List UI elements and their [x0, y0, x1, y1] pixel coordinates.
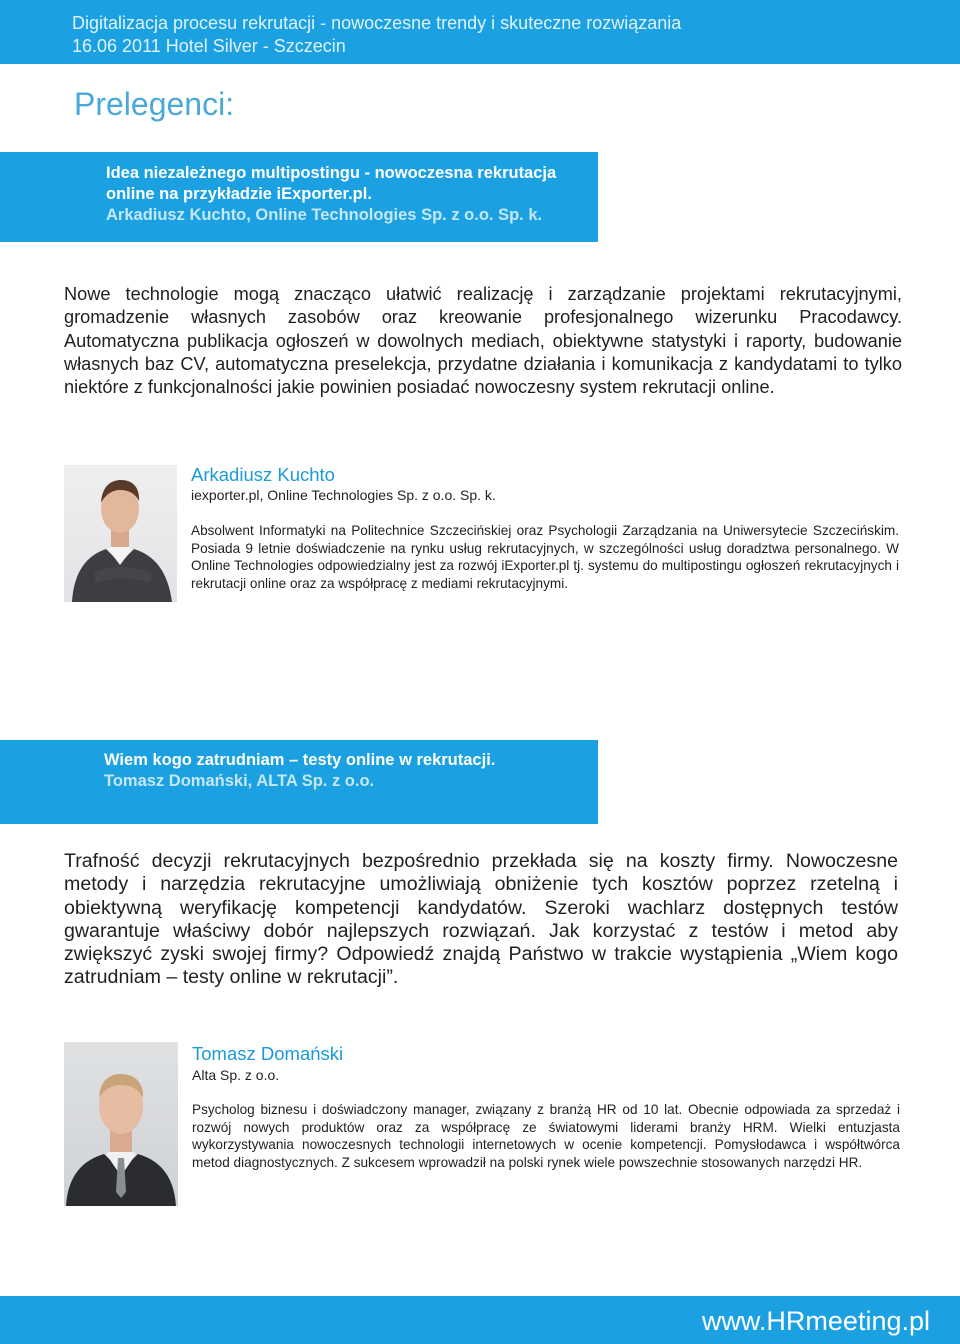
event-date-place: 16.06 2011 Hotel Silver - Szczecin [72, 36, 346, 56]
talk-abstract: Nowe technologie mogą znacząco ułatwić realizację i zarządzanie projektami rekrutacyjnymi, gromadzenie własnych zasobów oraz kreowanie profesjonalnego wizerunku Pracodawcy. Automatyczna publikacja ogłoszeń w dowolnych mediach, obiektywne statystyki i raporty, budowanie własnych baz CV, automatyczna preselekcja, przydatne działania i komunikacja z kandydatami to tylko niektóre z funkcjonalności jakie powinien posiadać nowoczesny system rekrutacji online. [64, 284, 902, 398]
talk-title-box [0, 740, 598, 824]
event-title: Digitalizacja procesu rekrutacji - nowoczesne trendy i skuteczne rozwiązania [72, 13, 682, 33]
speaker-name: Arkadiusz Kuchto [191, 464, 335, 485]
header-band [0, 0, 960, 64]
speaker-organization: iexporter.pl, Online Technologies Sp. z o.o. Sp. k. [191, 487, 496, 503]
speaker-organization: Alta Sp. z o.o. [192, 1067, 280, 1083]
talk-title-box [0, 152, 598, 242]
talk-speaker-line: Arkadiusz Kuchto, Online Technologies Sp. z o.o. Sp. k. [106, 206, 543, 224]
website-link[interactable]: www.HRmeeting.pl [701, 1306, 930, 1336]
section-title: Prelegenci: [74, 86, 235, 122]
talk-title: Wiem kogo zatrudniam – testy online w rekrutacji. [104, 751, 496, 769]
speaker-bio: Absolwent Informatyki na Politechnice Szczecińskiej oraz Psychologii Zarządzania na Uniwersytecie Szczecińskim. Posiada 9 letnie doświadczenie na rynku usług rekrutacyjnych, w szczególności usług doradztwa personalnego. W Online Technologies odpowiedzialny jest za rozwój iExporter.pl tj. systemu do multipostingu ogłoszeń rekrutacyjnych i rekrutacji online oraz za współpracę z mediami rekrutacyjnymi. [191, 523, 899, 591]
speaker-name: Tomasz Domański [192, 1043, 344, 1064]
talk-speaker-line: Tomasz Domański, ALTA Sp. z o.o. [104, 772, 375, 790]
talk-title: Idea niezależnego multipostingu - nowoczesna rekrutacja online na przykładzie iExporter.pl. [106, 164, 557, 203]
speaker-photo [64, 465, 177, 602]
footer-band [0, 1296, 960, 1344]
speaker-photo [64, 1042, 178, 1206]
speaker-bio: Psycholog biznesu i doświadczony manager, związany z branżą HR od 10 lat. Obecnie odpowiada za sprzedaż i rozwój nowych produktów oraz za współpracę ze światowymi liderami branży HRM. Wielki entuzjasta wykorzystywania nowoczesnych technologii internetowych w ocenie kompetencji. Pomysłodawca i współtwórca metod diagnostycznych. Z sukcesem wprowadził na polski rynek wiele powszechnie stosowanych narzędzi HR. [192, 1102, 900, 1170]
talk-abstract: Trafność decyzji rekrutacyjnych bezpośrednio przekłada się na koszty firmy. Nowoczesne metody i narzędzia rekrutacyjne umożliwiają obniżenie tych kosztów poprzez rzetelną i obiektywną weryfikację kompetencji kandydatów. Szeroki wachlarz dostępnych testów gwarantuje właściwy dobór najlepszych rozwiązań. Jak korzystać z testów i metod aby zwiększyć zyski swojej firmy? Odpowiedź znajdą Państwo w trakcie wystąpienia „Wiem kogo zatrudniam – testy online w rekrutacji”. [64, 850, 898, 989]
